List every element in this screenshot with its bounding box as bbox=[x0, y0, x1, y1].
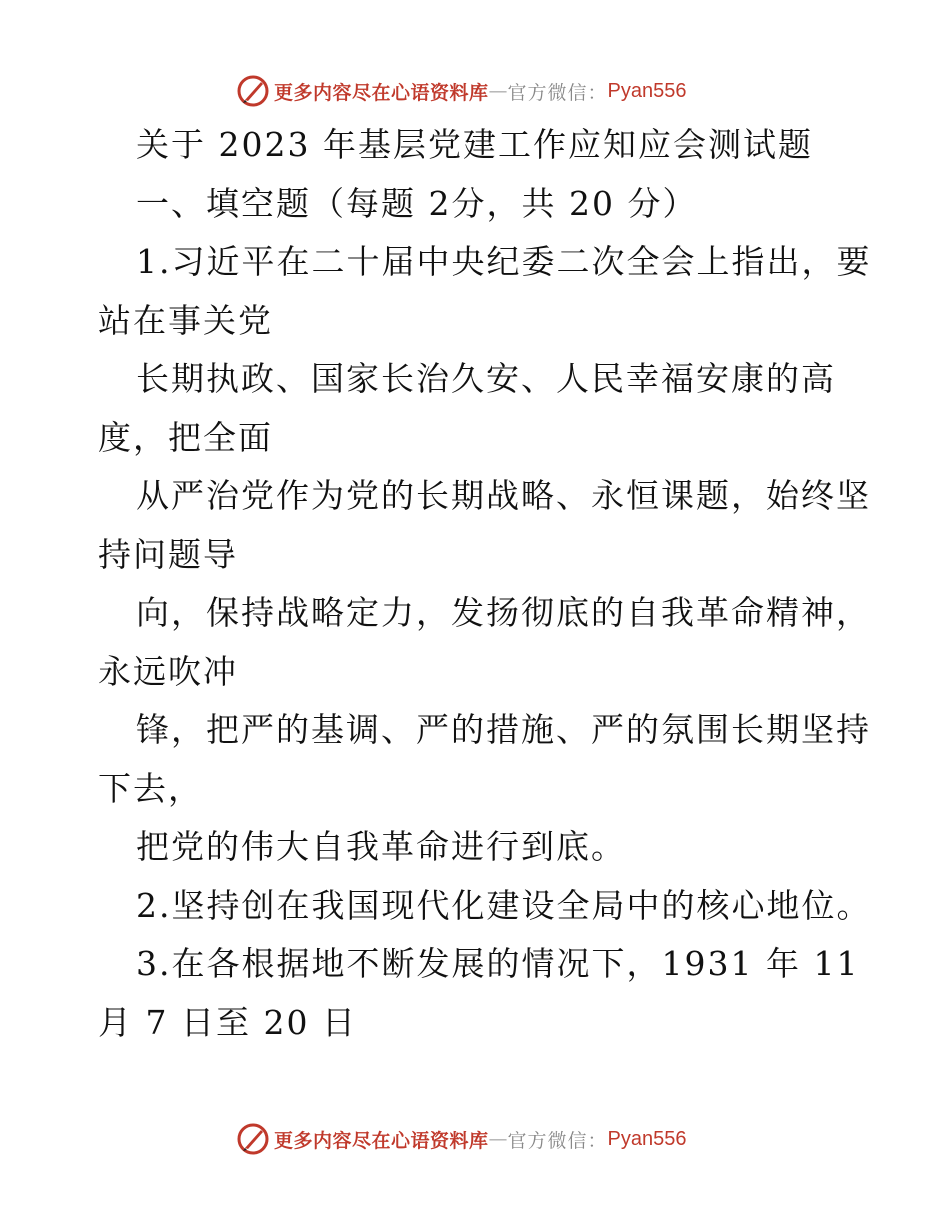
watermark-sub: 官方微信： bbox=[507, 81, 608, 104]
document-body bbox=[98, 116, 872, 1052]
quill-logo-icon bbox=[236, 1122, 270, 1156]
watermark-text: 更多内容尽在心语资料库 bbox=[274, 81, 489, 104]
quill-logo-icon bbox=[236, 74, 270, 108]
watermark-header bbox=[236, 74, 687, 108]
watermark-id: Pyan556 bbox=[607, 1127, 687, 1150]
text-line: 2.坚持创在我国现代化建设全局中的核心地位。 bbox=[136, 885, 872, 925]
text-line: 锋，把严的基调、严的措施、严的氛围长期坚持 bbox=[136, 710, 871, 749]
watermark-separator: — bbox=[488, 1128, 508, 1150]
text-line: 持问题导 bbox=[98, 534, 238, 574]
watermark-separator: — bbox=[488, 80, 508, 102]
watermark-footer bbox=[236, 1122, 687, 1156]
text-line: 下去， bbox=[98, 768, 203, 808]
text-line: 度，把全面 bbox=[98, 417, 273, 457]
text-line: 长期执政、国家长治久安、人民幸福安康的高 bbox=[136, 359, 836, 398]
text-line: 从严治党作为党的长期战略、永恒课题，始终坚 bbox=[136, 476, 871, 515]
watermark-text: 更多内容尽在心语资料库 bbox=[274, 1129, 489, 1152]
document-title: 关于 2023 年基层党建工作应知应会测试题 bbox=[136, 125, 813, 164]
section-heading: 一、填空题（每题 2分，共 20 分） bbox=[136, 183, 698, 223]
text-line: 向，保持战略定力，发扬彻底的自我革命精神， bbox=[136, 593, 871, 632]
text-line: 月 7 日至 20 日 bbox=[98, 1002, 357, 1042]
text-line: 站在事关党 bbox=[98, 300, 273, 340]
text-line: 把党的伟大自我革命进行到底。 bbox=[136, 827, 626, 866]
watermark-sub: 官方微信： bbox=[507, 1129, 608, 1152]
text-line: 永远吹冲 bbox=[98, 651, 238, 691]
watermark-id: Pyan556 bbox=[607, 79, 687, 102]
text-line: 1.习近平在二十届中央纪委二次全会上指出，要 bbox=[136, 242, 872, 281]
text-line: 3.在各根据地不断发展的情况下，1931 年 11 bbox=[136, 944, 860, 983]
